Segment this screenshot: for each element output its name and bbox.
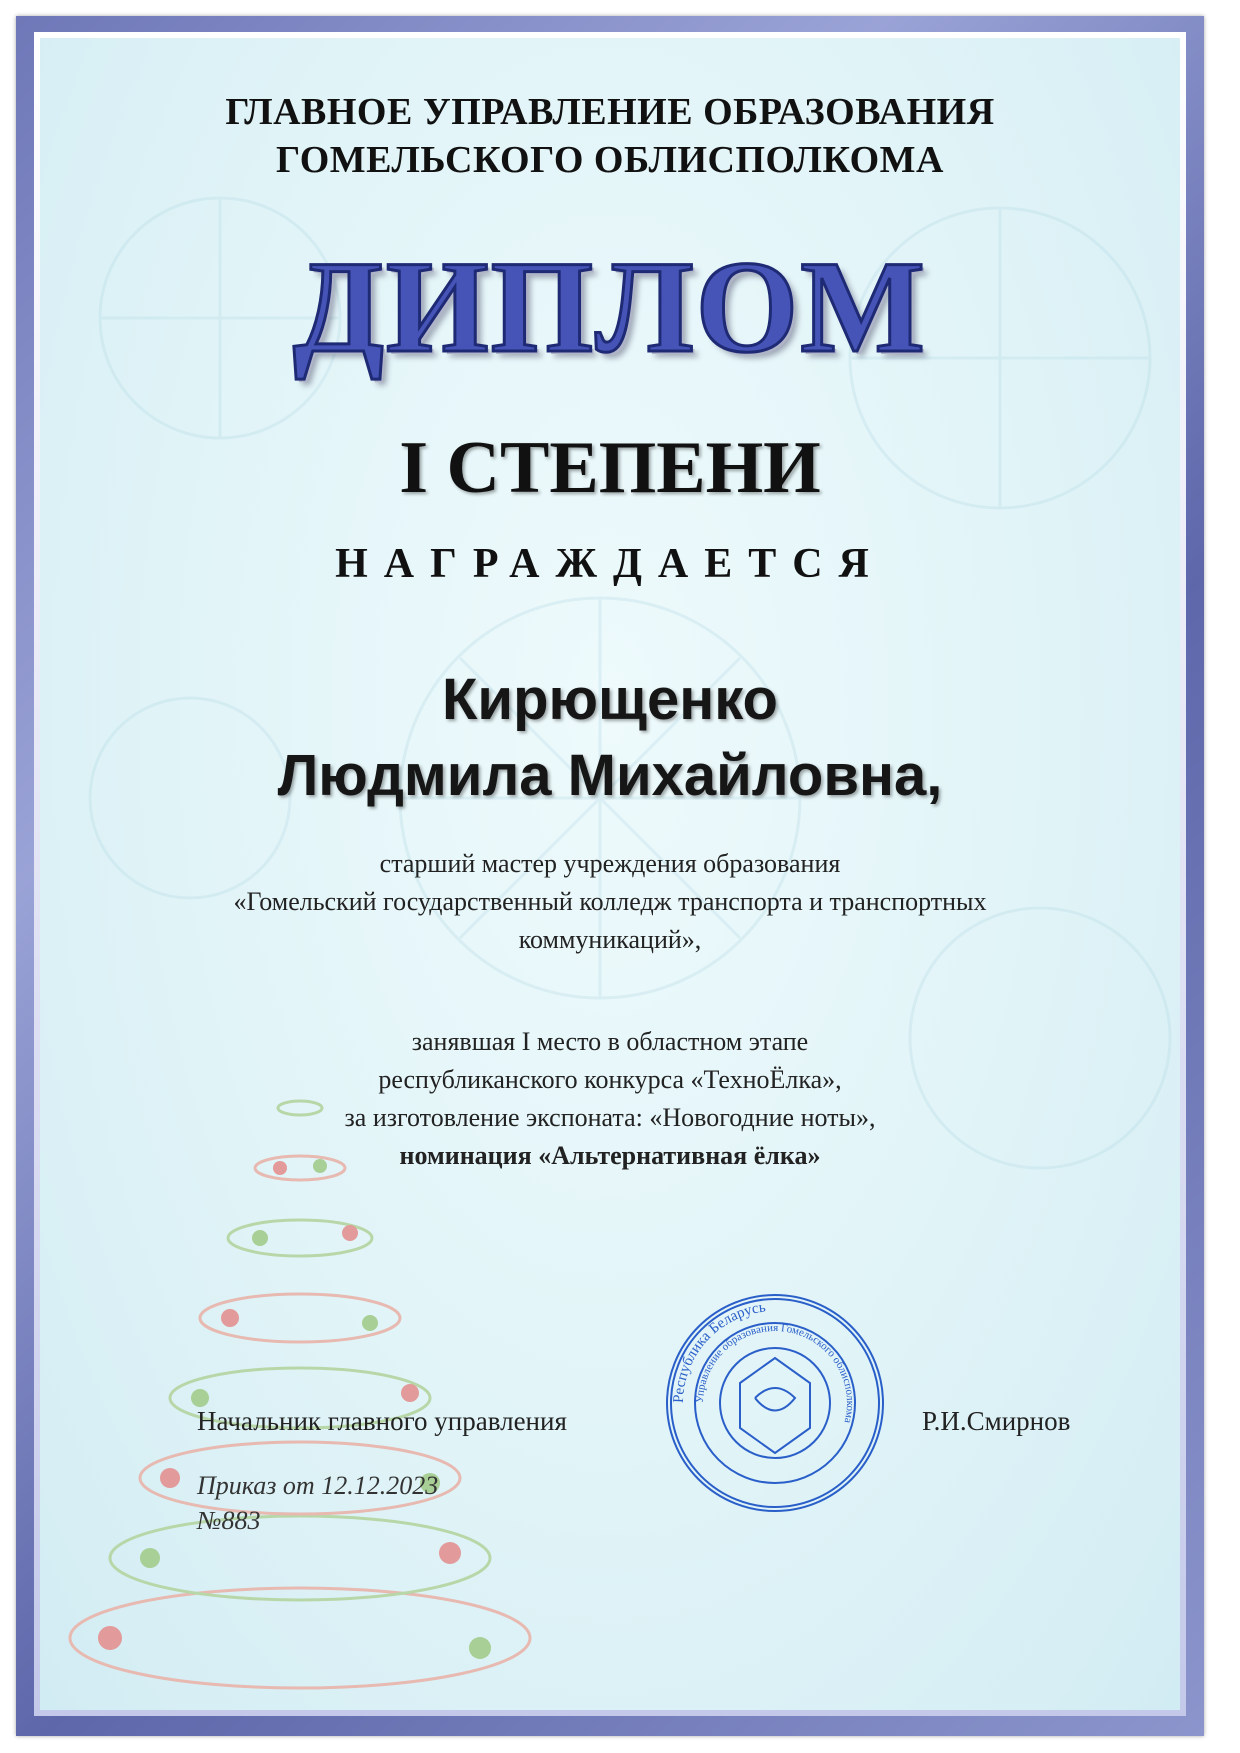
recipient-surname: Кирющенко	[442, 667, 778, 732]
achievement-line-1: занявшая I место в областном этапе	[411, 1027, 809, 1056]
achievement-line-2: республиканского конкурса «ТехноЁлка»,	[378, 1065, 842, 1094]
organization-line-1: «Гомельский государственный колледж транспорта и транспортных	[233, 887, 987, 916]
svg-text:Управление образования Гомельс	[694, 1322, 856, 1424]
header-line-2: ГОМЕЛЬСКОГО ОБЛИСПОЛКОМА	[276, 139, 944, 181]
signatory-title: Начальник главного управления	[197, 1406, 567, 1436]
order-date: Приказ от 12.12.2023	[197, 1471, 439, 1500]
degree-label: I СТЕПЕНИ	[399, 427, 821, 509]
order-number: №883	[197, 1506, 261, 1535]
diploma-paper	[40, 38, 1180, 1710]
diploma-title: ДИПЛОМ	[293, 233, 927, 380]
awarded-label: НАГРАЖДАЕТСЯ	[335, 541, 885, 587]
achievement-line-3: за изготовление экспоната: «Новогодние ноты»,	[344, 1103, 876, 1132]
organization-line-2: коммуникаций»,	[518, 925, 702, 954]
stamp-outer-text: Республика Беларусь	[670, 1299, 767, 1404]
recipient-name: Людмила Михайловна,	[277, 743, 943, 808]
stamp-inner-text: Управление образования Гомельского облисполкома	[693, 1321, 857, 1425]
position-text: старший мастер учреждения образования	[379, 849, 841, 878]
signatory-name: Р.И.Смирнов	[922, 1406, 1071, 1436]
official-stamp-icon	[660, 1288, 890, 1518]
header-line-1: ГЛАВНОЕ УПРАВЛЕНИЕ ОБРАЗОВАНИЯ	[225, 91, 995, 133]
nomination-text: номинация «Альтернативная ёлка»	[399, 1141, 821, 1170]
